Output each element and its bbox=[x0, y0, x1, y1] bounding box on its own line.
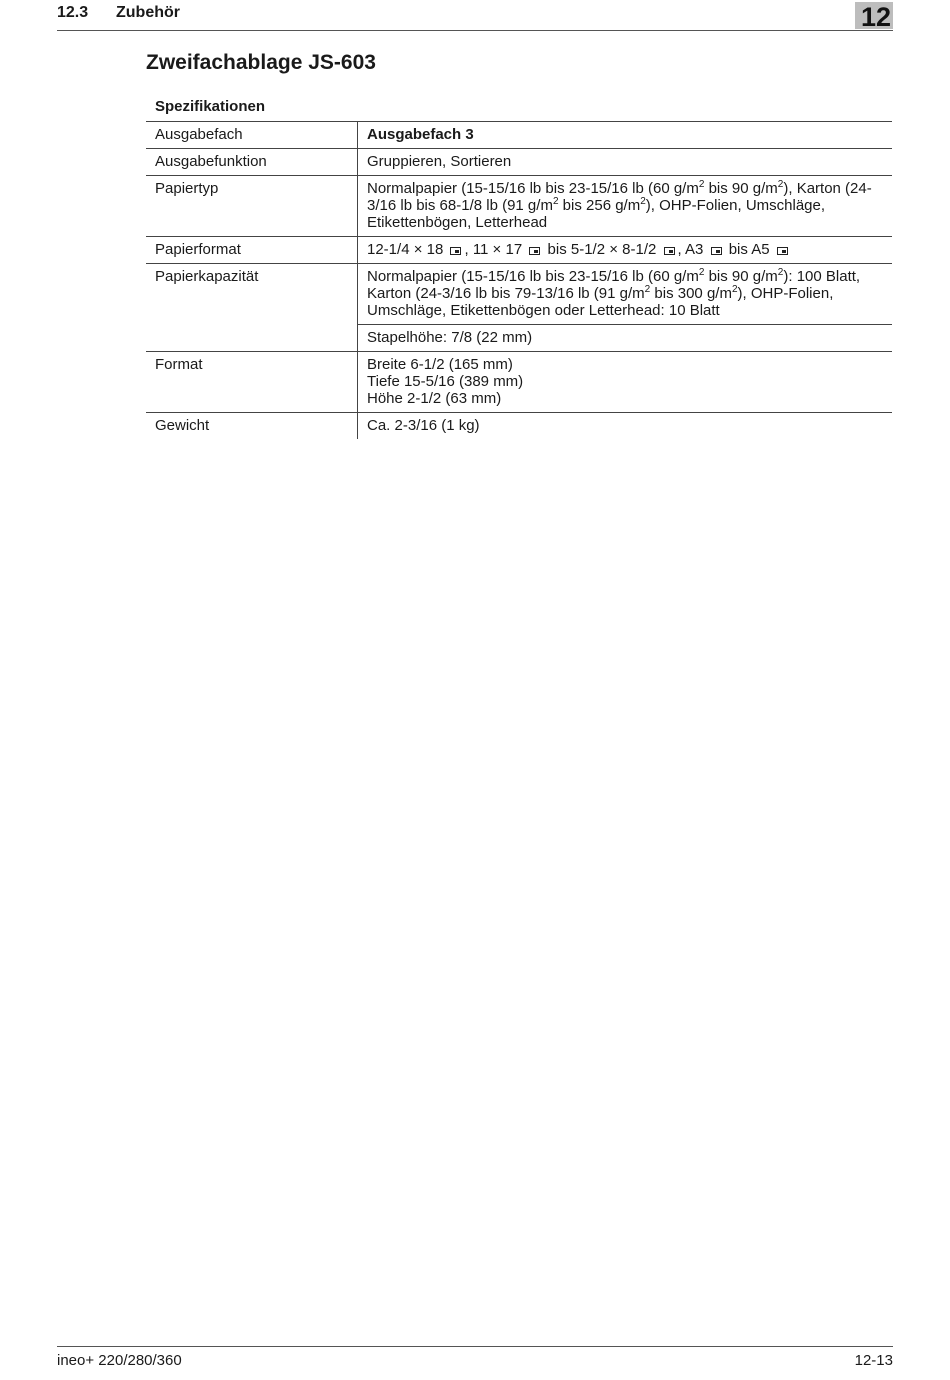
section-number: 12.3 bbox=[57, 4, 89, 21]
spec-value: Ca. 2-3/16 (1 kg) bbox=[358, 413, 893, 440]
footer-page-number: 12-13 bbox=[854, 1352, 893, 1369]
spec-value: Normalpapier (15-15/16 lb bis 23-15/16 lb (60 $g/m^2$ bis 90 $g/m^2$), Karton (24-3/16 lb bis 68-1/8 lb (91 $g/m^2$ bis 256 $g/m^2$), OHP-Folien, Umschläge, Etikettenbögen, Letterhead bbox=[358, 176, 893, 237]
paper-orientation-icon bbox=[664, 247, 675, 255]
spec-row-ausgabefunktion bbox=[146, 149, 892, 176]
spec-heading: Spezifikationen bbox=[155, 98, 266, 115]
section-title: Zubehör bbox=[116, 4, 180, 21]
spec-row-format bbox=[146, 352, 892, 413]
spec-value: Normalpapier (15-15/16 lb bis 23-15/16 lb (60 $g/m^2$ bis 90 $g/m^2$): 100 Blatt, Karton (24-3/16 lb bis 79-13/16 lb (91 $g/m^2$ bis 300 $g/m^2$), OHP-Folien, Umschläge, Etikettenbögen oder Letterhead: 10 Blatt bbox=[358, 264, 893, 325]
spec-value: Stapelhöhe: 7/8 (22 mm) bbox=[358, 325, 893, 352]
footer-model: ineo+ 220/280/360 bbox=[57, 1352, 182, 1369]
paper-orientation-icon bbox=[450, 247, 461, 255]
spec-label-empty bbox=[146, 325, 358, 352]
chapter-number-badge: 12 bbox=[855, 2, 893, 29]
page-header bbox=[57, 0, 893, 31]
spec-value: Ausgabefach 3 bbox=[358, 122, 893, 149]
spec-table bbox=[146, 121, 892, 439]
spec-label: Gewicht bbox=[155, 417, 210, 434]
paper-orientation-icon bbox=[711, 247, 722, 255]
spec-label: Papierformat bbox=[155, 241, 241, 258]
spec-label: Ausgabefach bbox=[155, 126, 243, 143]
spec-value: Breite 6-1/2 (165 mm) Tiefe 15-5/16 (389 mm) Höhe 2-1/2 (63 mm) bbox=[358, 352, 893, 413]
spec-label: Papierkapazität bbox=[155, 268, 259, 285]
spec-label: Papiertyp bbox=[155, 180, 219, 197]
spec-label: Ausgabefunktion bbox=[155, 153, 267, 170]
spec-row-gewicht bbox=[146, 413, 892, 440]
spec-value: 12-1/4 × 18 , 11 × 17 bis 5-1/2 × 8-1/2 , A3 bis A5 bbox=[358, 237, 893, 264]
paper-orientation-icon bbox=[529, 247, 540, 255]
spec-row-papiertyp bbox=[146, 176, 892, 237]
spec-label: Format bbox=[155, 356, 203, 373]
paper-orientation-icon bbox=[777, 247, 788, 255]
page-footer bbox=[57, 1346, 893, 1380]
spec-row-papierformat bbox=[146, 237, 892, 264]
spec-value: Gruppieren, Sortieren bbox=[358, 149, 893, 176]
spec-row-ausgabefach bbox=[146, 122, 892, 149]
spec-row-stapelhoehe bbox=[146, 325, 892, 352]
spec-row-papierkapazitaet bbox=[146, 264, 892, 325]
page-title: Zweifachablage JS-603 bbox=[146, 51, 376, 74]
